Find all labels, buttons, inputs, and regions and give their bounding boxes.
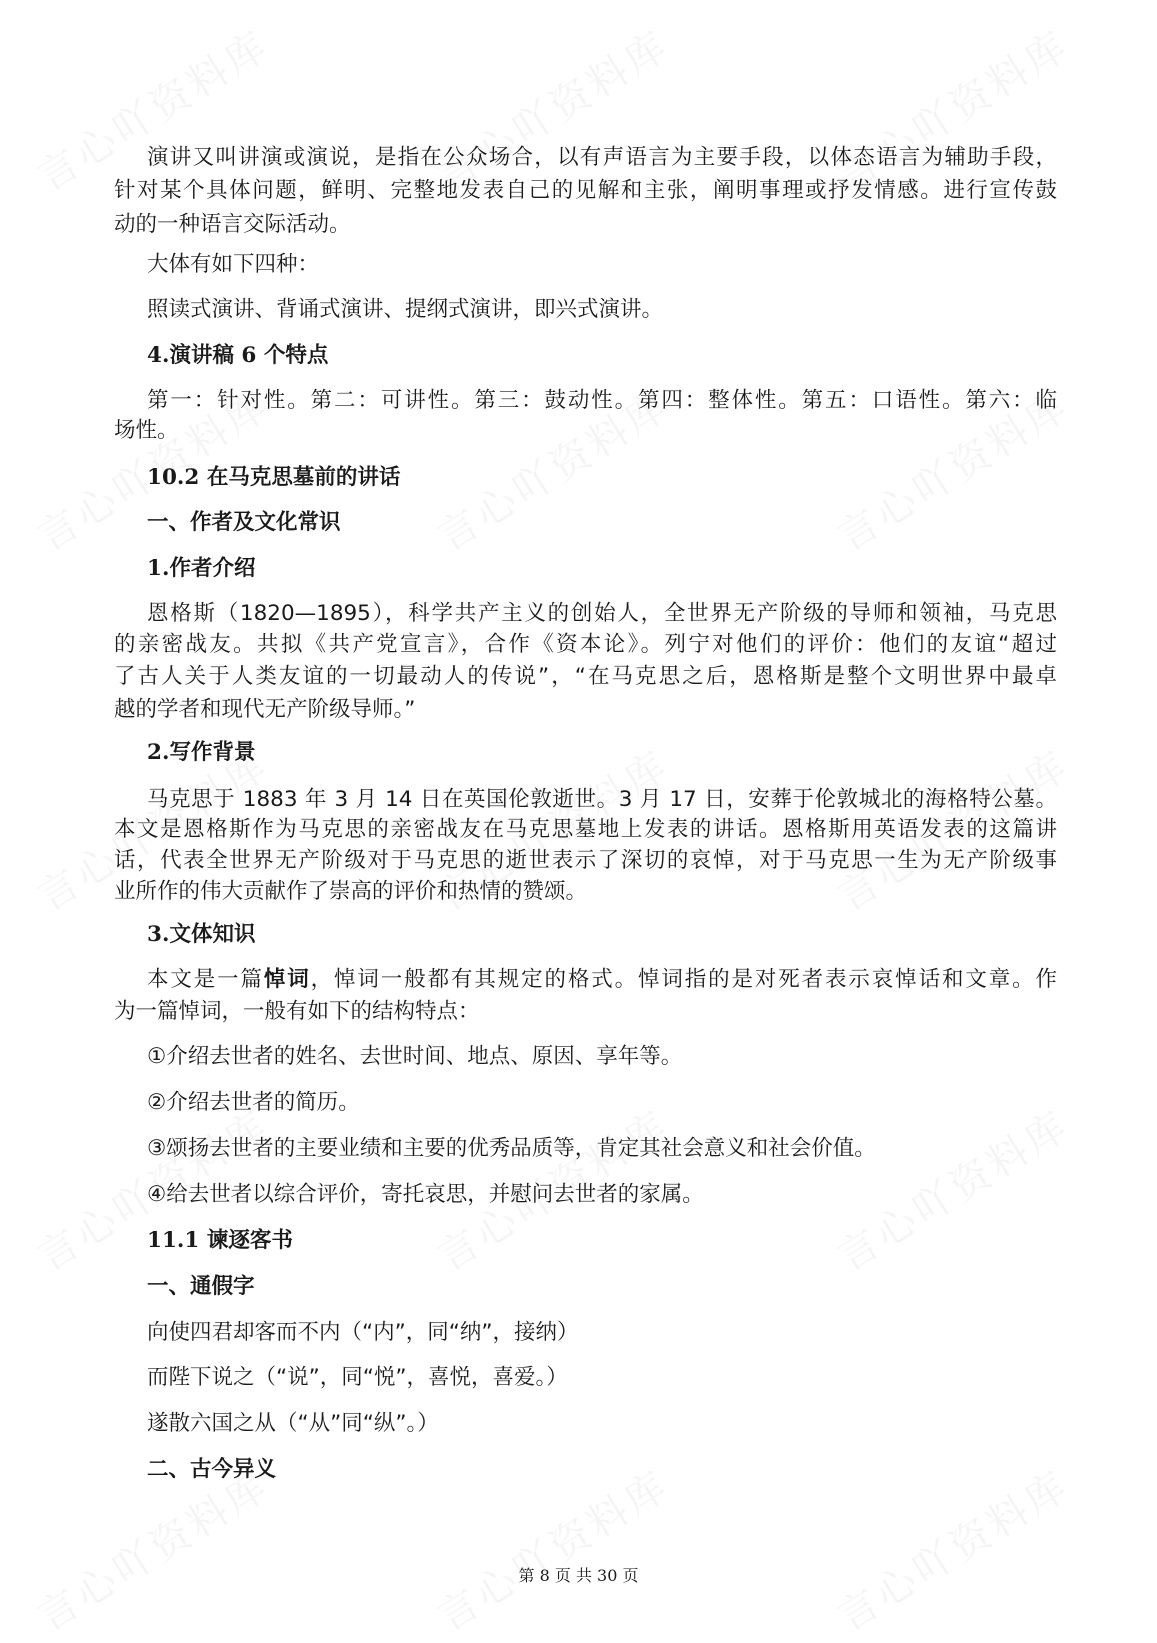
- bold-term: 悼词: [263, 967, 311, 992]
- paragraph-line: 动的一种语言交际活动。: [114, 212, 351, 237]
- list-item: ③颂扬去世者的主要业绩和主要的优秀品质等，肯定其社会意义和社会价值。: [147, 1136, 876, 1161]
- heading-lesson-11-1: 11.1 谏逐客书: [147, 1228, 293, 1253]
- heading-gujinyiyi: 二、古今异义: [147, 1457, 277, 1482]
- page-footer: 第 8 页 共 30 页: [518, 1566, 639, 1585]
- list-item: 遂散六国之从（“从”同“纵”。）: [147, 1411, 439, 1436]
- list-item: 向使四君却客而不内（“内”，同“纳”，接纳）: [147, 1320, 579, 1345]
- list-item: 而陛下说之（“说”，同“悦”，喜悦，喜爱。）: [147, 1365, 568, 1390]
- paragraph-line: 了古人关于人类友谊的一切最动人的传说”，“在马克思之后，恩格斯是整个文明世界中最卓: [114, 664, 1057, 689]
- watermark: [25, 14, 279, 202]
- list-item: ②介绍去世者的简历。: [147, 1090, 360, 1115]
- paragraph-line: 越的学者和现代无产阶级导师。”: [114, 697, 416, 722]
- list-item: ④给去世者以综合评价，寄托哀思，并慰问去世者的家属。: [147, 1182, 704, 1207]
- heading-tongjiazi: 一、通假字: [147, 1274, 255, 1299]
- paragraph-line: 业所作的伟大贡献作了崇高的评价和热情的赞颂。: [114, 879, 588, 904]
- paragraph-line: 恩格斯（1820—1895），科学共产主义的创始人，全世界无产阶级的导师和领袖，马克思: [147, 601, 1057, 626]
- paragraph-line: 针对某个具体问题，鲜明、完整地发表自己的见解和主张，阐明事理或抒发情感。进行宣传鼓: [114, 178, 1057, 203]
- paragraph-line: 场性。: [114, 418, 179, 443]
- paragraph: 大体有如下四种：: [147, 252, 320, 277]
- heading-speech-features: 4.演讲稿 6 个特点: [147, 343, 329, 368]
- paragraph-line: 演讲又叫讲演或演说，是指在公众场合，以有声语言为主要手段，以体态语言为辅助手段，: [147, 145, 1057, 170]
- list-item: ①介绍去世者的姓名、去世时间、地点、原因、享年等。: [147, 1044, 683, 1069]
- paragraph: 照读式演讲、背诵式演讲、提纲式演讲，即兴式演讲。: [147, 297, 664, 322]
- heading-genre: 3.文体知识: [147, 922, 256, 947]
- watermark: [425, 14, 679, 202]
- watermark: [825, 14, 1079, 202]
- heading-author-intro: 1.作者介绍: [147, 556, 256, 581]
- paragraph-line: 本文是恩格斯作为马克思的亲密战友在马克思墓地上发表的讲话。恩格斯用英语发表的这篇讲: [114, 817, 1057, 842]
- paragraph-line: 第一：针对性。第二：可讲性。第三：鼓动性。第四：整体性。第五：口语性。第六：临: [147, 388, 1057, 413]
- heading-background: 2.写作背景: [147, 740, 256, 765]
- paragraph-line: [147, 965, 1057, 995]
- text: ，悼词一般都有其规定的格式。悼词指的是对死者表示哀悼话和文章。作: [310, 967, 1057, 992]
- heading-lesson-10-2: 10.2 在马克思墓前的讲话: [147, 465, 401, 490]
- paragraph-line: 为一篇悼词，一般有如下的结构特点：: [114, 999, 480, 1024]
- paragraph-line: 话，代表全世界无产阶级对于马克思的逝世表示了深切的哀悼，对于马克思一生为无产阶级事: [114, 848, 1057, 873]
- paragraph-line: 的亲密战友。共拟《共产党宣言》，合作《资本论》。列宁对他们的评价：他们的友谊“超过: [114, 632, 1057, 657]
- paragraph-line: 马克思于 1883 年 3 月 14 日在英国伦敦逝世。3 月 17 日，安葬于伦敦城北的海格特公墓。: [147, 787, 1057, 812]
- text: 本文是一篇: [147, 967, 264, 992]
- heading-author-culture: 一、作者及文化常识: [147, 510, 341, 535]
